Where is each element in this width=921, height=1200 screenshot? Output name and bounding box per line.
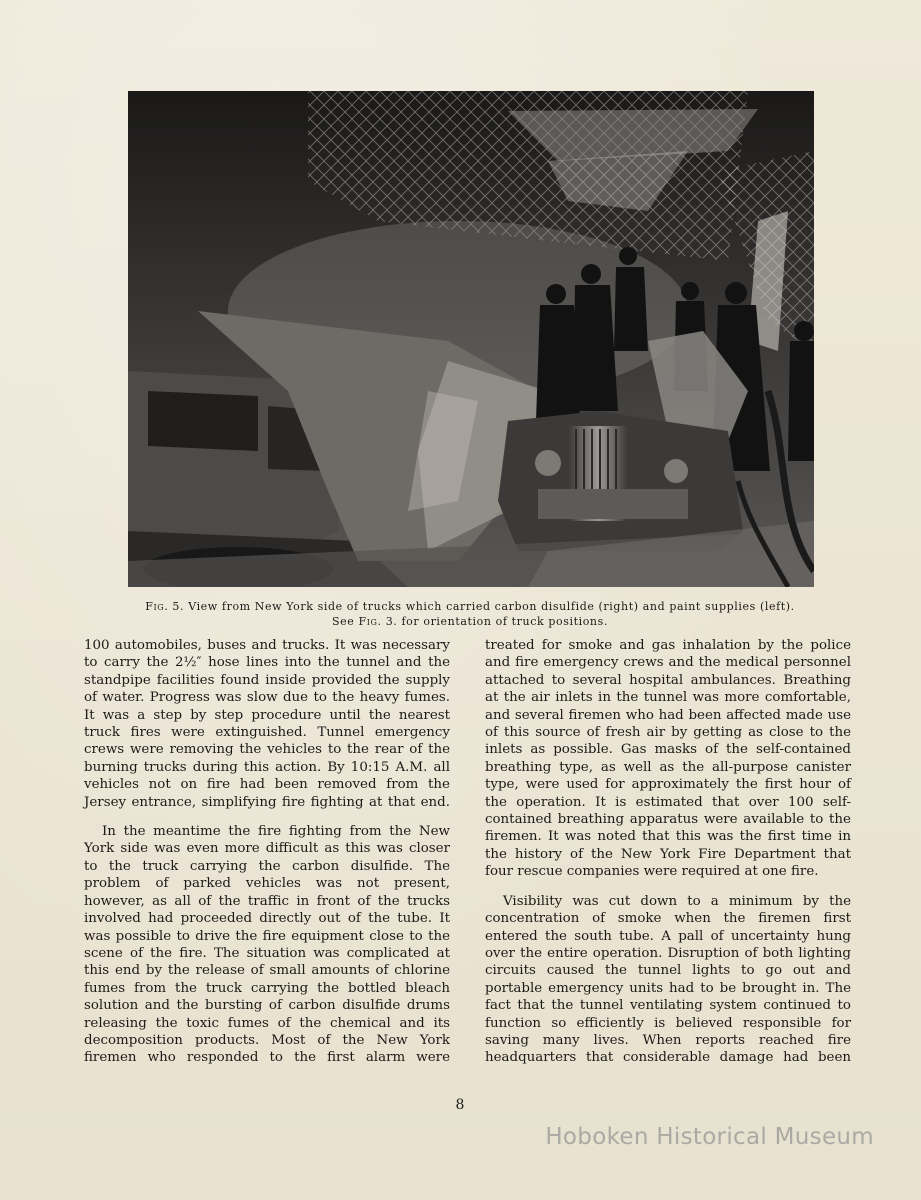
figure-reference: Fig. 3. <box>358 615 398 628</box>
right-column <box>485 637 851 1067</box>
left-column <box>84 637 450 1067</box>
figure-caption-line1 <box>120 599 820 615</box>
paragraph: treated for smoke and gas inhalation by the police and fire emergency crews and the medical personnel attached to several hospital ambulances. Breathing at the air inlets in the tunnel was more comfortable, and several firemen who had been affected made use of this source of fresh air by getting as close to the inlets as possible. Gas masks of the self-contained breathing type, as well as the all-purpose canister type, were used for approximately the first hour of the operation. It is estimated that over 100 self-contained breathing apparatus were available to the firemen. It was noted that this was the first time in the history of the New York Fire Department that four rescue companies were required at one fire. <box>485 638 851 880</box>
figure-caption-text: View from New York side of trucks which carried carbon disulfide (right) and paint supplies (left). <box>188 600 795 613</box>
tunnel-fire-photo <box>128 91 814 587</box>
paragraph: Visibility was cut down to a minimum by the concentration of smoke when the firemen first entered the south tube. A pall of uncertainty hung over the entire operation. Disruption of both lighting circuits caused the tunnel lights to go out and portable emergency units had to be brought in. The fact that the tunnel ventilating system continued to function so efficiently is believed responsible for saving many lives. When reports reached fire headquarters that considerable damage had been <box>485 893 851 1066</box>
paragraph: 100 automobiles, buses and trucks. It was necessary to carry the 2½″ hose lines into the tunnel and the standpipe facilities found inside provided the supply of water. Progress was slow due to the heavy fumes. It was a step by step procedure until the nearest truck fires were extinguished. Tunnel emergency crews were removing the vehicles to the rear of the burning trucks during this action. By 10:15 A.M. all vehicles not on fire had been removed from the Jersey entrance, simplifying fire fighting at that end. <box>84 638 450 810</box>
watermark-text: Hoboken Historical Museum <box>545 1124 874 1150</box>
paragraph: In the meantime the fire fighting from the New York side was even more difficult as this was closer to the truck carrying the carbon disulfide. The problem of parked vehicles was not present, however, as all of the traffic in front of the trucks involved had proceeded directly out of the tube. It was possible to drive the fire equipment close to the scene of the fire. The situation was complicated at this end by the release of small amounts of chlorine fumes from the truck carrying the bottled bleach solution and the bursting of carbon disulfide drums releasing the toxic fumes of the chemical and its decomposition products. Most of the New York firemen who responded to the first alarm were <box>84 824 450 1066</box>
figure-caption-orientation: for orientation of truck positions. <box>401 615 608 628</box>
tunnel-fire-photo-icon <box>128 91 814 587</box>
figure-caption-see: See <box>332 615 355 628</box>
figure-label: Fig. 5. <box>145 600 185 613</box>
page-number: 8 <box>455 1097 465 1113</box>
figure-caption-line2 <box>120 614 820 630</box>
